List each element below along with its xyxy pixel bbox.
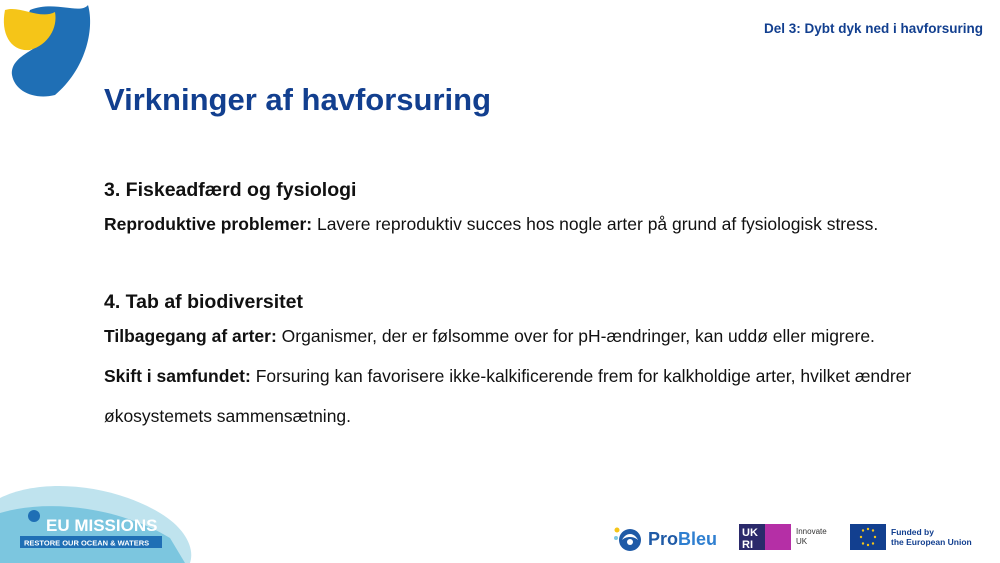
section-biodiversity (104, 288, 964, 436)
uk-line: UK (796, 537, 808, 546)
bullet-label: Reproduktive problemer: (104, 214, 313, 234)
bullet-species-decline (104, 316, 964, 356)
section-tag: Del 3: Dybt dyk ned i havforsuring (763, 21, 983, 36)
section-heading: 3. Fiskeadfærd og fysiologi (104, 179, 357, 201)
mission-logo-icon (0, 0, 100, 100)
ukri-icon (739, 522, 791, 552)
european-union-line: the European Union (891, 537, 972, 547)
page-title: Virkninger af havforsuring (104, 82, 492, 117)
probleu-wordmark: ProBleu (648, 528, 718, 549)
globe-icon (28, 510, 40, 522)
probleu-icon (612, 524, 644, 554)
eu-flag-icon (850, 524, 886, 550)
eu-missions-logo (0, 468, 200, 563)
eu-missions-subtitle: RESTORE OUR OCEAN & WATERS (24, 538, 150, 548)
funded-by-line: Funded by (891, 527, 934, 537)
bullet-text: Organismer, der er følsomme over for pH-ændringer, kan uddø eller migrere. (276, 326, 875, 346)
innovate-line: Innovate (796, 527, 827, 536)
probleu-logo (612, 524, 717, 554)
svg-text:UK: UK (742, 527, 758, 539)
bullet-reproductive (104, 204, 964, 244)
svg-text:RI: RI (742, 539, 753, 551)
bullet-label: Tilbagegang af arter: (104, 326, 277, 346)
slide-content (104, 176, 964, 436)
eu-funding-logo (850, 524, 972, 550)
section-heading: 4. Tab af biodiversitet (104, 291, 304, 313)
partner-logos (612, 520, 992, 556)
bullet-text: Forsuring kan favorisere ikke-kalkificerende frem for kalkholdige arter, hvilket ændrer økosystemets sammensætning. (104, 366, 912, 426)
bullet-label: Skift i samfundet: (104, 366, 251, 386)
eu-missions-title: EU MISSIONS (46, 516, 158, 535)
section-fish-behavior (104, 176, 964, 244)
bullet-text: Lavere reproduktiv succes hos nogle arter på grund af fysiologisk stress. (312, 214, 879, 234)
innovate-uk-logo (739, 522, 827, 552)
bullet-community-shift (104, 356, 964, 436)
